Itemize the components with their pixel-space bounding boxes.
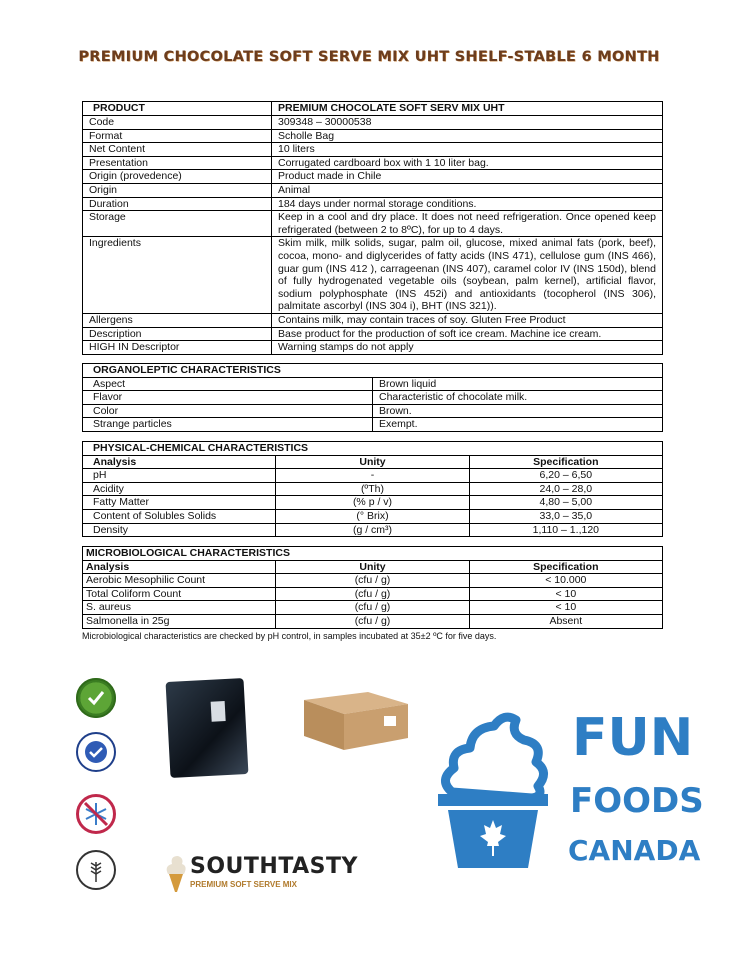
- cell: (cfu / g): [276, 587, 469, 601]
- micro-column-header-row: [83, 560, 663, 574]
- row-value: 309348 – 30000538: [272, 116, 663, 130]
- cell: (° Brix): [276, 509, 469, 523]
- row-value: 184 days under normal storage conditions.: [272, 197, 663, 211]
- micro-row: [83, 574, 663, 588]
- row-label: Color: [83, 404, 373, 418]
- product-row: [83, 129, 663, 143]
- column-header: Analysis: [83, 455, 276, 469]
- organoleptic-row: [83, 377, 663, 391]
- scholle-bag-image: [166, 678, 249, 778]
- row-label: Aspect: [83, 377, 373, 391]
- product-row: [83, 116, 663, 130]
- cell: Density: [83, 523, 276, 537]
- physical-header: PHYSICAL-CHEMICAL CHARACTERISTICS: [83, 442, 663, 456]
- cell: Aerobic Mesophilic Count: [83, 574, 276, 588]
- cell: Acidity: [83, 482, 276, 496]
- row-value: 10 liters: [272, 143, 663, 157]
- cell: < 10: [469, 587, 662, 601]
- cell: < 10.000: [469, 574, 662, 588]
- cell: 24,0 – 28,0: [469, 482, 662, 496]
- page-title: PREMIUM CHOCOLATE SOFT SERVE MIX UHT SHELF-STABLE 6 MONTH: [78, 49, 660, 65]
- cell: (cfu / g): [276, 574, 469, 588]
- row-label: Presentation: [83, 156, 272, 170]
- cell: 4,80 – 5,00: [469, 496, 662, 510]
- physical-row: [83, 509, 663, 523]
- product-row: [83, 211, 663, 237]
- product-table: [82, 101, 663, 355]
- product-header-value: PREMIUM CHOCOLATE SOFT SERV MIX UHT: [272, 102, 663, 116]
- product-row: [83, 143, 663, 157]
- southtasty-tagline: PREMIUM SOFT SERVE MIX: [190, 880, 297, 889]
- canada-text: CANADA: [568, 834, 701, 867]
- fun-foods-canada-logo: [432, 710, 712, 880]
- row-value: Base product for the production of soft ice cream. Machine ice cream.: [272, 327, 663, 341]
- row-value: Scholle Bag: [272, 129, 663, 143]
- organoleptic-row: [83, 391, 663, 405]
- cell: 1,110 – 1.,120: [469, 523, 662, 537]
- southtasty-logo: [162, 852, 402, 896]
- cell: Fatty Matter: [83, 496, 276, 510]
- physical-row: [83, 523, 663, 537]
- row-label: Storage: [83, 211, 272, 237]
- cell: Absent: [469, 614, 662, 628]
- product-row: [83, 237, 663, 314]
- row-label: Allergens: [83, 313, 272, 327]
- cell: (cfu / g): [276, 601, 469, 615]
- row-label: Ingredients: [83, 237, 272, 314]
- ready-to-use-badge-icon: [76, 732, 116, 772]
- cell: pH: [83, 469, 276, 483]
- cell: (ºTh): [276, 482, 469, 496]
- row-label: Code: [83, 116, 272, 130]
- organoleptic-row: [83, 404, 663, 418]
- micro-row: [83, 587, 663, 601]
- product-row: [83, 170, 663, 184]
- physical-row: [83, 496, 663, 510]
- row-label: Format: [83, 129, 272, 143]
- cell: Content of Solubles Solids: [83, 509, 276, 523]
- product-row: [83, 156, 663, 170]
- cell: S. aureus: [83, 601, 276, 615]
- product-row: [83, 197, 663, 211]
- cardboard-box-image: [298, 690, 412, 752]
- no-freeze-badge-icon: [76, 794, 116, 834]
- column-header: Specification: [469, 455, 662, 469]
- row-value: Brown liquid: [373, 377, 663, 391]
- microbiological-table: [82, 546, 663, 629]
- physical-chemical-table: [82, 441, 663, 537]
- product-row: [83, 313, 663, 327]
- row-label: Origin: [83, 183, 272, 197]
- column-header: Unity: [276, 455, 469, 469]
- cell: (g / cm³): [276, 523, 469, 537]
- physical-row: [83, 482, 663, 496]
- row-value: Corrugated cardboard box with 1 10 liter bag.: [272, 156, 663, 170]
- row-value: Exempt.: [373, 418, 663, 432]
- micro-row: [83, 614, 663, 628]
- row-value: Contains milk, may contain traces of soy. Gluten Free Product: [272, 313, 663, 327]
- row-label: Strange particles: [83, 418, 373, 432]
- row-label: HIGH IN Descriptor: [83, 341, 272, 355]
- cell: Total Coliform Count: [83, 587, 276, 601]
- food-safety-badge-icon: [76, 678, 116, 718]
- cell: Salmonella in 25g: [83, 614, 276, 628]
- product-row: [83, 341, 663, 355]
- physical-row: [83, 469, 663, 483]
- cell: 33,0 – 35,0: [469, 509, 662, 523]
- foods-text: FOODS: [570, 781, 704, 821]
- column-header: Unity: [276, 560, 469, 574]
- micro-row: [83, 601, 663, 615]
- product-row: [83, 183, 663, 197]
- product-row: [83, 327, 663, 341]
- row-value: Warning stamps do not apply: [272, 341, 663, 355]
- row-value: Brown.: [373, 404, 663, 418]
- fun-text: FUN: [572, 708, 694, 768]
- cell: (% p / v): [276, 496, 469, 510]
- physical-column-header-row: [83, 455, 663, 469]
- row-label: Flavor: [83, 391, 373, 405]
- row-value: Product made in Chile: [272, 170, 663, 184]
- organoleptic-table: [82, 363, 663, 432]
- row-label: Description: [83, 327, 272, 341]
- organoleptic-row: [83, 418, 663, 432]
- organoleptic-header: ORGANOLEPTIC CHARACTERISTICS: [83, 364, 663, 378]
- column-header: Specification: [469, 560, 662, 574]
- row-value: Skim milk, milk solids, sugar, palm oil, glucose, mixed animal fats (pork, beef), cocoa, mono- and diglycerides of fatty acids (INS 471), cellulose gum (INS 466), guar gum (INS 412 ), carrageenan (INS 407), caramel color IV (INS 150d), blend of fully hydrogenated vegetable oils (soybean, palm kernel), artificial flavor, sodium polyphosphate (INS 452i) and antioxidants (tocopherol (INS 306), palmitate ascorbyl (INS 304 i), BHT (INS 321)).: [272, 237, 663, 314]
- micro-header: MICROBIOLOGICAL CHARACTERISTICS: [83, 547, 663, 561]
- cell: 6,20 – 6,50: [469, 469, 662, 483]
- row-label: Net Content: [83, 143, 272, 157]
- row-label: Origin (provedence): [83, 170, 272, 184]
- cell: -: [276, 469, 469, 483]
- micro-note: Microbiological characteristics are checked by pH control, in samples incubated at 35±2 ºC for five days.: [82, 631, 497, 641]
- row-value: Animal: [272, 183, 663, 197]
- row-label: Duration: [83, 197, 272, 211]
- gluten-free-badge-icon: [76, 850, 116, 890]
- cell: (cfu / g): [276, 614, 469, 628]
- product-header-label: PRODUCT: [83, 102, 272, 116]
- row-value: Keep in a cool and dry place. It does not need refrigeration. Once opened keep refrigerated (between 2 to 8ºC), for up to 4 days.: [272, 211, 663, 237]
- southtasty-name: SOUTHTASTY: [190, 854, 358, 879]
- cell: < 10: [469, 601, 662, 615]
- row-value: Characteristic of chocolate milk.: [373, 391, 663, 405]
- column-header: Analysis: [83, 560, 276, 574]
